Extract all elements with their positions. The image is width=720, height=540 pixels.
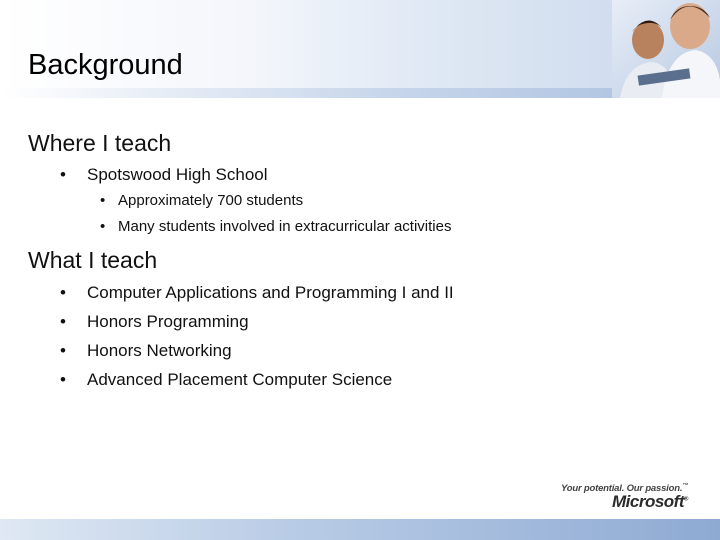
list-item-label: Spotswood High School bbox=[87, 165, 268, 184]
bullet: • bbox=[60, 341, 66, 360]
microsoft-logo bbox=[612, 492, 688, 512]
footer-band bbox=[0, 519, 720, 540]
section-heading-what-i-teach: What I teach bbox=[28, 247, 158, 273]
students-photo-image bbox=[612, 0, 720, 98]
list-item-school bbox=[60, 165, 268, 185]
list-item bbox=[60, 283, 454, 303]
bullet: • bbox=[100, 218, 106, 235]
list-item bbox=[60, 341, 232, 361]
section-heading-where-i-teach: Where I teach bbox=[28, 130, 172, 156]
list-item bbox=[60, 370, 392, 390]
list-item-label: Honors Programming bbox=[87, 312, 249, 331]
logo-wordmark: Microsoft bbox=[612, 492, 684, 511]
sub-list-item-label: Approximately 700 students bbox=[118, 192, 304, 209]
bullet: • bbox=[100, 192, 106, 209]
list-item-label: Computer Applications and Programming I and II bbox=[87, 283, 454, 302]
sub-list-item bbox=[100, 192, 303, 209]
slide-title: Background bbox=[28, 49, 183, 81]
sub-list-item-label: Many students involved in extracurricular activities bbox=[118, 218, 452, 235]
bullet: • bbox=[60, 165, 66, 184]
registered-mark: ® bbox=[684, 496, 688, 503]
bullet: • bbox=[60, 370, 66, 389]
sub-list-item bbox=[100, 218, 451, 235]
trademark-mark: ™ bbox=[682, 483, 689, 489]
list-item-label: Advanced Placement Computer Science bbox=[87, 370, 393, 389]
bullet: • bbox=[60, 283, 66, 302]
tagline-text: Your potential. Our passion. bbox=[561, 483, 683, 495]
bullet: • bbox=[60, 312, 66, 331]
list-item-label: Honors Networking bbox=[87, 341, 232, 360]
list-item bbox=[60, 312, 249, 332]
